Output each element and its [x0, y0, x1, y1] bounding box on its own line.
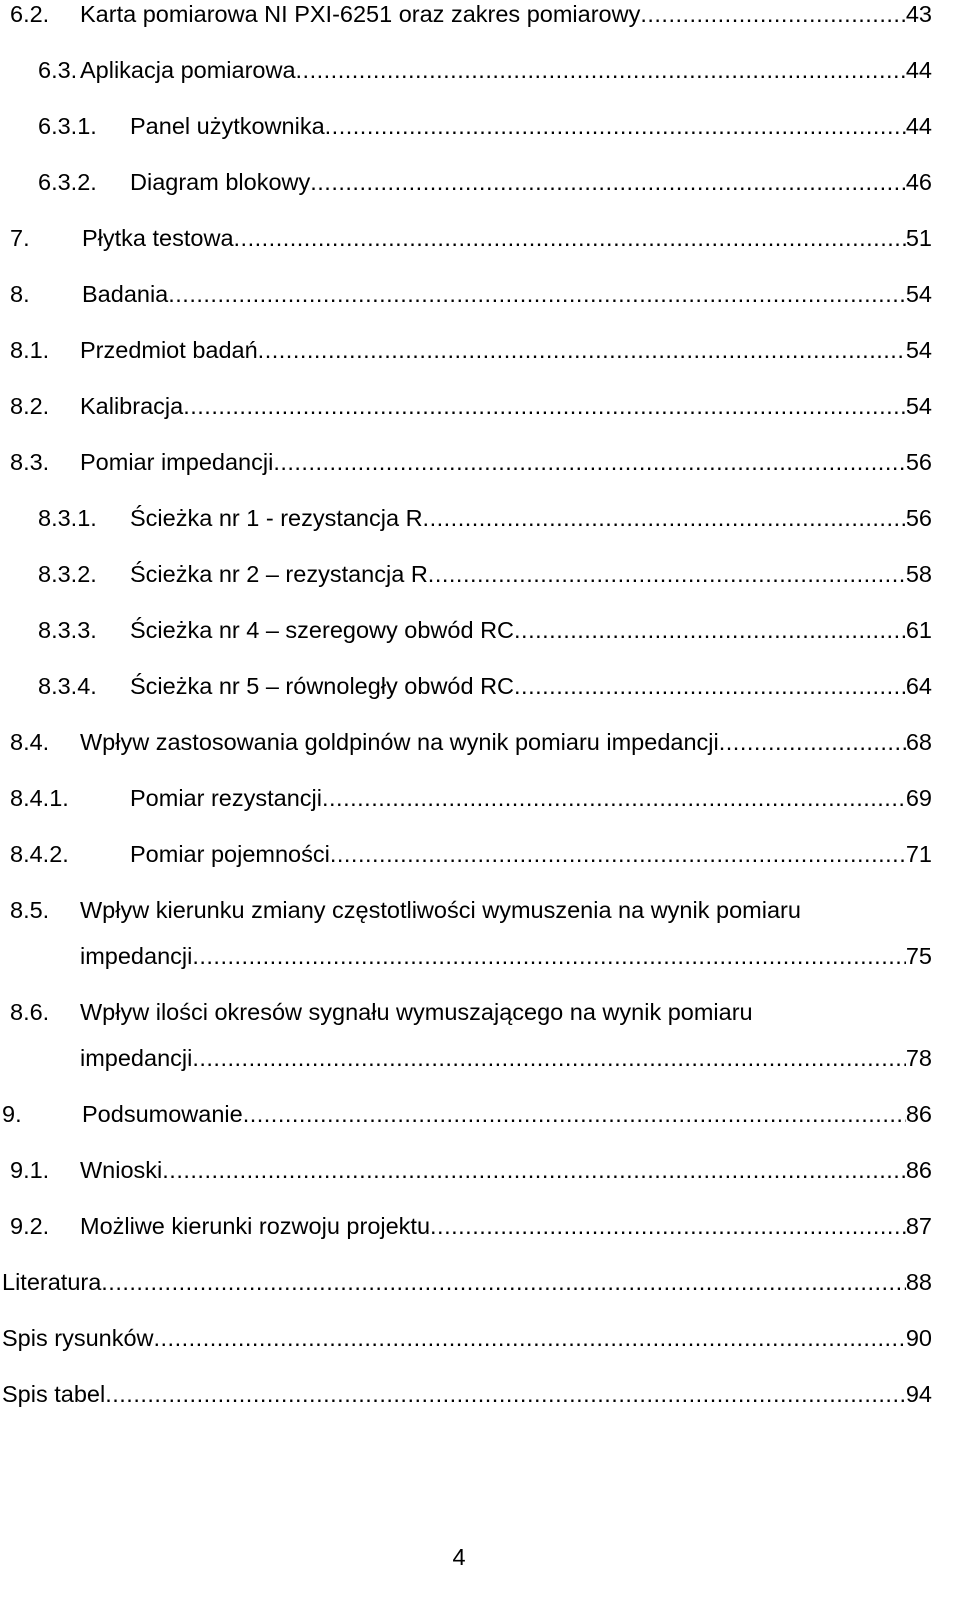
- toc-entry[interactable]: [0, 221, 932, 255]
- toc-entry-number: 8.4.2.: [10, 841, 69, 867]
- toc-dot-leader: [168, 277, 906, 311]
- toc-entry-number: 8.1.: [10, 337, 50, 363]
- toc-entry-continuation[interactable]: [0, 1041, 932, 1075]
- toc-entry-title: Możliwe kierunki rozwoju projektu: [80, 1213, 431, 1239]
- toc-entry-page: 61: [905, 617, 932, 643]
- toc-entry[interactable]: [0, 1377, 932, 1411]
- toc-entry-title: Diagram blokowy: [130, 169, 311, 195]
- toc-entry-page: 71: [905, 841, 932, 867]
- toc-entry-page: 56: [905, 449, 932, 475]
- toc-dot-leader: [101, 1265, 906, 1299]
- toc-entry-title-line1: Wpływ kierunku zmiany częstotliwości wymuszenia na wynik pomiaru: [80, 897, 801, 923]
- toc-entry[interactable]: [0, 445, 932, 479]
- toc-entry-page: 78: [905, 1045, 932, 1071]
- toc-entry-title: Pomiar rezystancji: [130, 785, 322, 811]
- toc-entry[interactable]: [0, 277, 932, 311]
- toc-entry-page: 51: [905, 225, 932, 251]
- toc-entry-number: 8.3.2.: [38, 561, 97, 587]
- toc-entry[interactable]: [0, 557, 932, 591]
- toc-entry-page: 54: [905, 393, 932, 419]
- toc-entry-number: 9.2.: [10, 1213, 50, 1239]
- toc-entry-number: 8.3.4.: [38, 673, 97, 699]
- toc-dot-leader: [423, 501, 906, 535]
- toc-dot-leader: [234, 221, 906, 255]
- page-number: 4: [452, 1544, 466, 1570]
- toc-entry-page: 44: [905, 113, 932, 139]
- toc-entry-page: 69: [905, 785, 932, 811]
- toc-entry[interactable]: [0, 669, 932, 703]
- toc-entry[interactable]: [0, 1153, 932, 1187]
- toc-entry-title: Badania: [82, 281, 169, 307]
- toc-entry-title: impedancji: [80, 943, 193, 969]
- toc-entry-page: 46: [905, 169, 932, 195]
- toc-entry-number: 8.6.: [10, 999, 50, 1025]
- toc-entry-number: 8.4.: [10, 729, 50, 755]
- toc-entry[interactable]: [0, 995, 932, 1029]
- toc-entry[interactable]: [0, 1097, 932, 1131]
- toc-dot-leader: [322, 781, 906, 815]
- toc-dot-leader: [430, 1209, 906, 1243]
- toc-entry[interactable]: [0, 725, 932, 759]
- toc-entry-title: Pomiar pojemności: [130, 841, 330, 867]
- toc-entry-number: 7.: [10, 225, 30, 251]
- toc-entry-title: Ścieżka nr 2 – rezystancja R: [130, 561, 428, 587]
- toc-entry-title: Panel użytkownika: [130, 113, 325, 139]
- toc-entry-number: 8.3.3.: [38, 617, 97, 643]
- toc-entry-title: Pomiar impedancji: [80, 449, 274, 475]
- toc-entry-page: 54: [905, 281, 932, 307]
- toc-dot-leader: [258, 333, 906, 367]
- toc-entry[interactable]: [0, 389, 932, 423]
- toc-entry-page: 44: [905, 57, 932, 83]
- toc-dot-leader: [192, 1041, 906, 1075]
- toc-entry-title: Spis rysunków: [2, 1325, 154, 1351]
- toc-entry-title-line1: Wpływ ilości okresów sygnału wymuszającego na wynik pomiaru: [80, 999, 753, 1025]
- toc-entry-number: 6.3.2.: [38, 169, 97, 195]
- toc-entry-title: Literatura: [2, 1269, 102, 1295]
- toc-entry-page: 58: [905, 561, 932, 587]
- toc-entry-page: 43: [905, 1, 932, 27]
- toc-entry-title: Podsumowanie: [82, 1101, 243, 1127]
- toc-entry-title: impedancji: [80, 1045, 193, 1071]
- toc-entry-title: Kalibracja: [80, 393, 184, 419]
- toc-dot-leader: [183, 389, 906, 423]
- toc-entry-number: 8.: [10, 281, 30, 307]
- toc-dot-leader: [105, 1377, 906, 1411]
- toc-entry-number: 6.3.1.: [38, 113, 97, 139]
- toc-entry-page: 87: [905, 1213, 932, 1239]
- toc-dot-leader: [154, 1321, 906, 1355]
- toc-entry[interactable]: [0, 1321, 932, 1355]
- toc-dot-leader: [273, 445, 906, 479]
- toc-entry-page: 56: [905, 505, 932, 531]
- toc-entry[interactable]: [0, 1209, 932, 1243]
- toc-entry-number: 8.3.: [10, 449, 50, 475]
- toc-entry[interactable]: [0, 1265, 932, 1299]
- toc-dot-leader: [162, 1153, 906, 1187]
- toc-entry-number: 9.: [2, 1101, 22, 1127]
- toc-entry-page: 88: [905, 1269, 932, 1295]
- toc-entry-number: 8.4.1.: [10, 785, 69, 811]
- toc-entry-title: Płytka testowa: [82, 225, 234, 251]
- toc-dot-leader: [719, 725, 906, 759]
- toc-entry-title: Aplikacja pomiarowa: [80, 57, 296, 83]
- toc-entry[interactable]: [0, 781, 932, 815]
- toc-entry-number: 8.2.: [10, 393, 50, 419]
- toc-entry[interactable]: [0, 893, 932, 927]
- toc-dot-leader: [428, 557, 906, 591]
- toc-entry-page: 86: [905, 1157, 932, 1183]
- toc-entry[interactable]: [0, 501, 932, 535]
- toc-entry-number: 6.2.: [10, 1, 50, 27]
- toc-entry-number: 6.3.: [38, 57, 78, 83]
- toc-entry[interactable]: [0, 613, 932, 647]
- toc-entry[interactable]: [0, 53, 932, 87]
- toc-dot-leader: [640, 0, 906, 31]
- toc-entry-number: 8.5.: [10, 897, 50, 923]
- toc-dot-leader: [192, 939, 906, 973]
- toc-entry-number: 9.1.: [10, 1157, 50, 1183]
- toc-entry-title: Ścieżka nr 5 – równoległy obwód RC: [130, 673, 515, 699]
- toc-entry-title: Karta pomiarowa NI PXI-6251 oraz zakres pomiarowy: [80, 1, 641, 27]
- toc-entry-page: 64: [905, 673, 932, 699]
- toc-entry-page: 94: [905, 1381, 932, 1407]
- toc-dot-leader: [514, 669, 906, 703]
- toc-entry-page: 90: [905, 1325, 932, 1351]
- toc-entry-page: 75: [905, 943, 932, 969]
- toc-dot-leader: [310, 165, 906, 199]
- toc-entry-title: Spis tabel: [2, 1381, 106, 1407]
- toc-entry-title: Wnioski: [80, 1157, 163, 1183]
- toc-entry-title: Przedmiot badań: [80, 337, 258, 363]
- toc-entry-title: Ścieżka nr 1 - rezystancja R: [130, 505, 423, 531]
- toc-entry-number: 8.3.1.: [38, 505, 97, 531]
- toc-entry[interactable]: [0, 333, 932, 367]
- toc-entry-title: Ścieżka nr 4 – szeregowy obwód RC: [130, 617, 515, 643]
- toc-entry-page: 54: [905, 337, 932, 363]
- toc-entry[interactable]: [0, 109, 932, 143]
- toc-dot-leader: [514, 613, 906, 647]
- toc-dot-leader: [330, 837, 906, 871]
- toc-entry[interactable]: [0, 165, 932, 199]
- toc-dot-leader: [325, 109, 906, 143]
- toc-dot-leader: [296, 53, 906, 87]
- toc-dot-leader: [243, 1097, 906, 1131]
- toc-entry-continuation[interactable]: [0, 939, 932, 973]
- toc-entry[interactable]: [0, 0, 932, 31]
- toc-entry[interactable]: [0, 837, 932, 871]
- toc-entry-page: 86: [905, 1101, 932, 1127]
- toc-entry-title: Wpływ zastosowania goldpinów na wynik pomiaru impedancji: [80, 729, 719, 755]
- toc-entry-page: 68: [905, 729, 932, 755]
